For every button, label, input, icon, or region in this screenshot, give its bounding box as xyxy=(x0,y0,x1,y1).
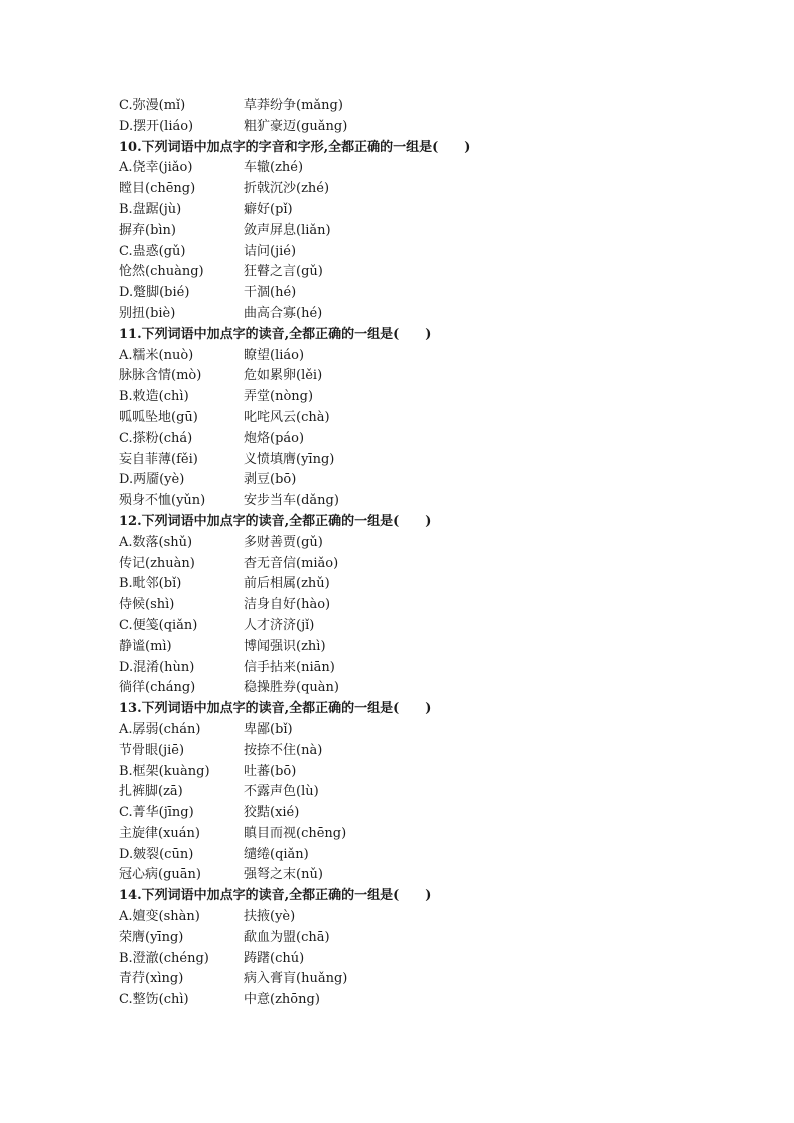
word-left: D.蹩脚(bié) xyxy=(119,285,190,301)
word-right: 扶掖(yè) xyxy=(244,909,296,925)
option-line xyxy=(119,283,719,304)
word-right: 曲高合寡(hé) xyxy=(244,305,323,321)
word-left: B.框架(kuàng) xyxy=(119,763,210,779)
word-left: 呱呱坠地(gū) xyxy=(119,409,198,425)
word-right: 弄堂(nòng) xyxy=(244,389,314,405)
question-text: 12.下列词语中加点字的读音,全都正确的一组是( ) xyxy=(119,513,432,529)
option-line xyxy=(119,158,719,179)
option-line xyxy=(119,179,719,200)
word-left: A.嬗变(shàn) xyxy=(119,909,200,925)
option-line xyxy=(119,949,719,970)
word-left: C.便笺(qiǎn) xyxy=(119,617,198,633)
word-left: 摒弃(bìn) xyxy=(119,222,176,238)
word-left: 传记(zhuàn) xyxy=(119,555,195,571)
word-right: 稳操胜券(quàn) xyxy=(244,680,339,696)
word-right: 人才济济(jǐ) xyxy=(244,617,315,633)
word-left: 妄自菲薄(fěi) xyxy=(119,451,198,467)
word-right: 危如累卵(lěi) xyxy=(244,368,323,384)
word-left: D.两靥(yè) xyxy=(119,472,185,488)
word-right: 狡黠(xié) xyxy=(244,805,300,821)
option-line xyxy=(119,242,719,263)
option-line xyxy=(119,470,719,491)
word-left: 节骨眼(jiē) xyxy=(119,742,185,758)
word-left: C.菁华(jīng) xyxy=(119,805,194,821)
word-left: B.毗邻(bǐ) xyxy=(119,576,182,592)
word-left: C.整饬(chì) xyxy=(119,992,189,1008)
word-right: 折戟沉沙(zhé) xyxy=(244,181,330,197)
question-stem xyxy=(119,138,719,159)
option-line xyxy=(119,990,719,1011)
question-text: 10.下列词语中加点字的字音和字形,全都正确的一组是( ) xyxy=(119,139,471,155)
word-left: 荣膺(yīng) xyxy=(119,929,184,945)
option-line xyxy=(119,450,719,471)
word-right: 敛声屏息(liǎn) xyxy=(244,222,331,238)
word-right: 义愤填膺(yīng) xyxy=(244,451,335,467)
word-right: 狂瞽之言(gǔ) xyxy=(244,264,323,280)
option-line xyxy=(119,762,719,783)
word-right: 诘问(jié) xyxy=(244,243,297,259)
option-line xyxy=(119,907,719,928)
option-line xyxy=(119,616,719,637)
option-line xyxy=(119,96,719,117)
option-line xyxy=(119,720,719,741)
word-left: 殒身不恤(yǔn) xyxy=(119,493,206,509)
word-left: 徜徉(cháng) xyxy=(119,680,196,696)
word-left: C.搽粉(chá) xyxy=(119,430,193,446)
word-right: 瞋目而视(chēng) xyxy=(244,825,347,841)
word-right: 吐蕃(bō) xyxy=(244,763,297,779)
word-right: 杳无音信(miǎo) xyxy=(244,555,339,571)
word-right: 中意(zhōng) xyxy=(244,992,320,1008)
question-stem xyxy=(119,325,719,346)
word-left: B.敕造(chì) xyxy=(119,389,189,405)
option-line xyxy=(119,741,719,762)
word-left: C.蛊惑(gǔ) xyxy=(119,243,186,259)
word-left: D.皴裂(cūn) xyxy=(119,846,194,862)
option-line xyxy=(119,928,719,949)
word-right: 粗犷豪迈(guǎng) xyxy=(244,118,348,134)
word-right: 信手拈来(niān) xyxy=(244,659,335,675)
option-line xyxy=(119,387,719,408)
option-line xyxy=(119,678,719,699)
option-line xyxy=(119,782,719,803)
word-left: 静谧(mì) xyxy=(119,638,172,654)
question-text: 11.下列词语中加点字的读音,全都正确的一组是( ) xyxy=(119,326,432,342)
word-right: 瞭望(liáo) xyxy=(244,347,305,363)
option-line xyxy=(119,658,719,679)
option-line xyxy=(119,533,719,554)
option-line xyxy=(119,117,719,138)
word-right: 剥豆(bō) xyxy=(244,472,297,488)
option-line xyxy=(119,262,719,283)
word-right: 炮烙(páo) xyxy=(244,430,305,446)
word-left: D.摆开(liáo) xyxy=(119,118,194,134)
word-left: B.盘踞(jù) xyxy=(119,201,182,217)
word-right: 歃血为盟(chā) xyxy=(244,929,330,945)
option-line xyxy=(119,429,719,450)
option-line xyxy=(119,574,719,595)
question-stem xyxy=(119,699,719,720)
option-line xyxy=(119,803,719,824)
word-left: A.孱弱(chán) xyxy=(119,721,201,737)
question-text: 13.下列词语中加点字的读音,全都正确的一组是( ) xyxy=(119,701,432,717)
word-left: A.糯米(nuò) xyxy=(119,347,194,363)
question-text: 14.下列词语中加点字的读音,全都正确的一组是( ) xyxy=(119,888,432,904)
word-left: 冠心病(guān) xyxy=(119,867,201,883)
word-right: 强弩之末(nǔ) xyxy=(244,867,323,883)
word-left: 侍候(shì) xyxy=(119,597,175,613)
option-line xyxy=(119,969,719,990)
word-right: 叱咤风云(chà) xyxy=(244,409,330,425)
word-left: 青荇(xìng) xyxy=(119,971,184,987)
option-line xyxy=(119,865,719,886)
option-line xyxy=(119,824,719,845)
option-line xyxy=(119,346,719,367)
word-left: B.澄澈(chéng) xyxy=(119,950,209,966)
option-line xyxy=(119,845,719,866)
word-right: 博闻强识(zhì) xyxy=(244,638,326,654)
word-right: 前后相属(zhǔ) xyxy=(244,576,330,592)
word-left: 别扭(biè) xyxy=(119,305,176,321)
word-right: 缱绻(qiǎn) xyxy=(244,846,309,862)
question-stem xyxy=(119,886,719,907)
option-line xyxy=(119,221,719,242)
option-line xyxy=(119,408,719,429)
word-left: C.弥漫(mǐ) xyxy=(119,98,186,113)
option-line xyxy=(119,366,719,387)
word-right: 车辙(zhé) xyxy=(244,160,304,176)
option-line xyxy=(119,491,719,512)
word-right: 洁身自好(hào) xyxy=(244,597,331,613)
word-left: 脉脉含情(mò) xyxy=(119,368,202,384)
word-right: 草莽纷争(mǎng) xyxy=(244,98,343,113)
word-left: D.混淆(hùn) xyxy=(119,659,195,675)
word-left: A.侥幸(jiǎo) xyxy=(119,160,193,176)
word-right: 不露声色(lù) xyxy=(244,784,319,800)
option-line xyxy=(119,200,719,221)
word-right: 按捺不住(nà) xyxy=(244,742,323,758)
word-left: A.数落(shǔ) xyxy=(119,534,193,550)
word-right: 干涸(hé) xyxy=(244,285,297,301)
option-line xyxy=(119,304,719,325)
word-right: 病入膏肓(huǎng) xyxy=(244,971,348,987)
option-line xyxy=(119,554,719,575)
question-stem xyxy=(119,512,719,533)
option-line xyxy=(119,595,719,616)
word-left: 瞠目(chēng) xyxy=(119,181,196,197)
word-left: 主旋律(xuán) xyxy=(119,825,200,841)
word-right: 踌躇(chú) xyxy=(244,950,305,966)
word-right: 安步当车(dǎng) xyxy=(244,493,339,509)
word-left: 扎裤脚(zā) xyxy=(119,784,183,800)
word-right: 卑鄙(bǐ) xyxy=(244,721,293,737)
word-left: 怆然(chuàng) xyxy=(119,264,204,280)
document-page xyxy=(119,96,719,1011)
option-line xyxy=(119,637,719,658)
word-right: 多财善贾(gǔ) xyxy=(244,534,323,550)
word-right: 癖好(pǐ) xyxy=(244,201,293,217)
